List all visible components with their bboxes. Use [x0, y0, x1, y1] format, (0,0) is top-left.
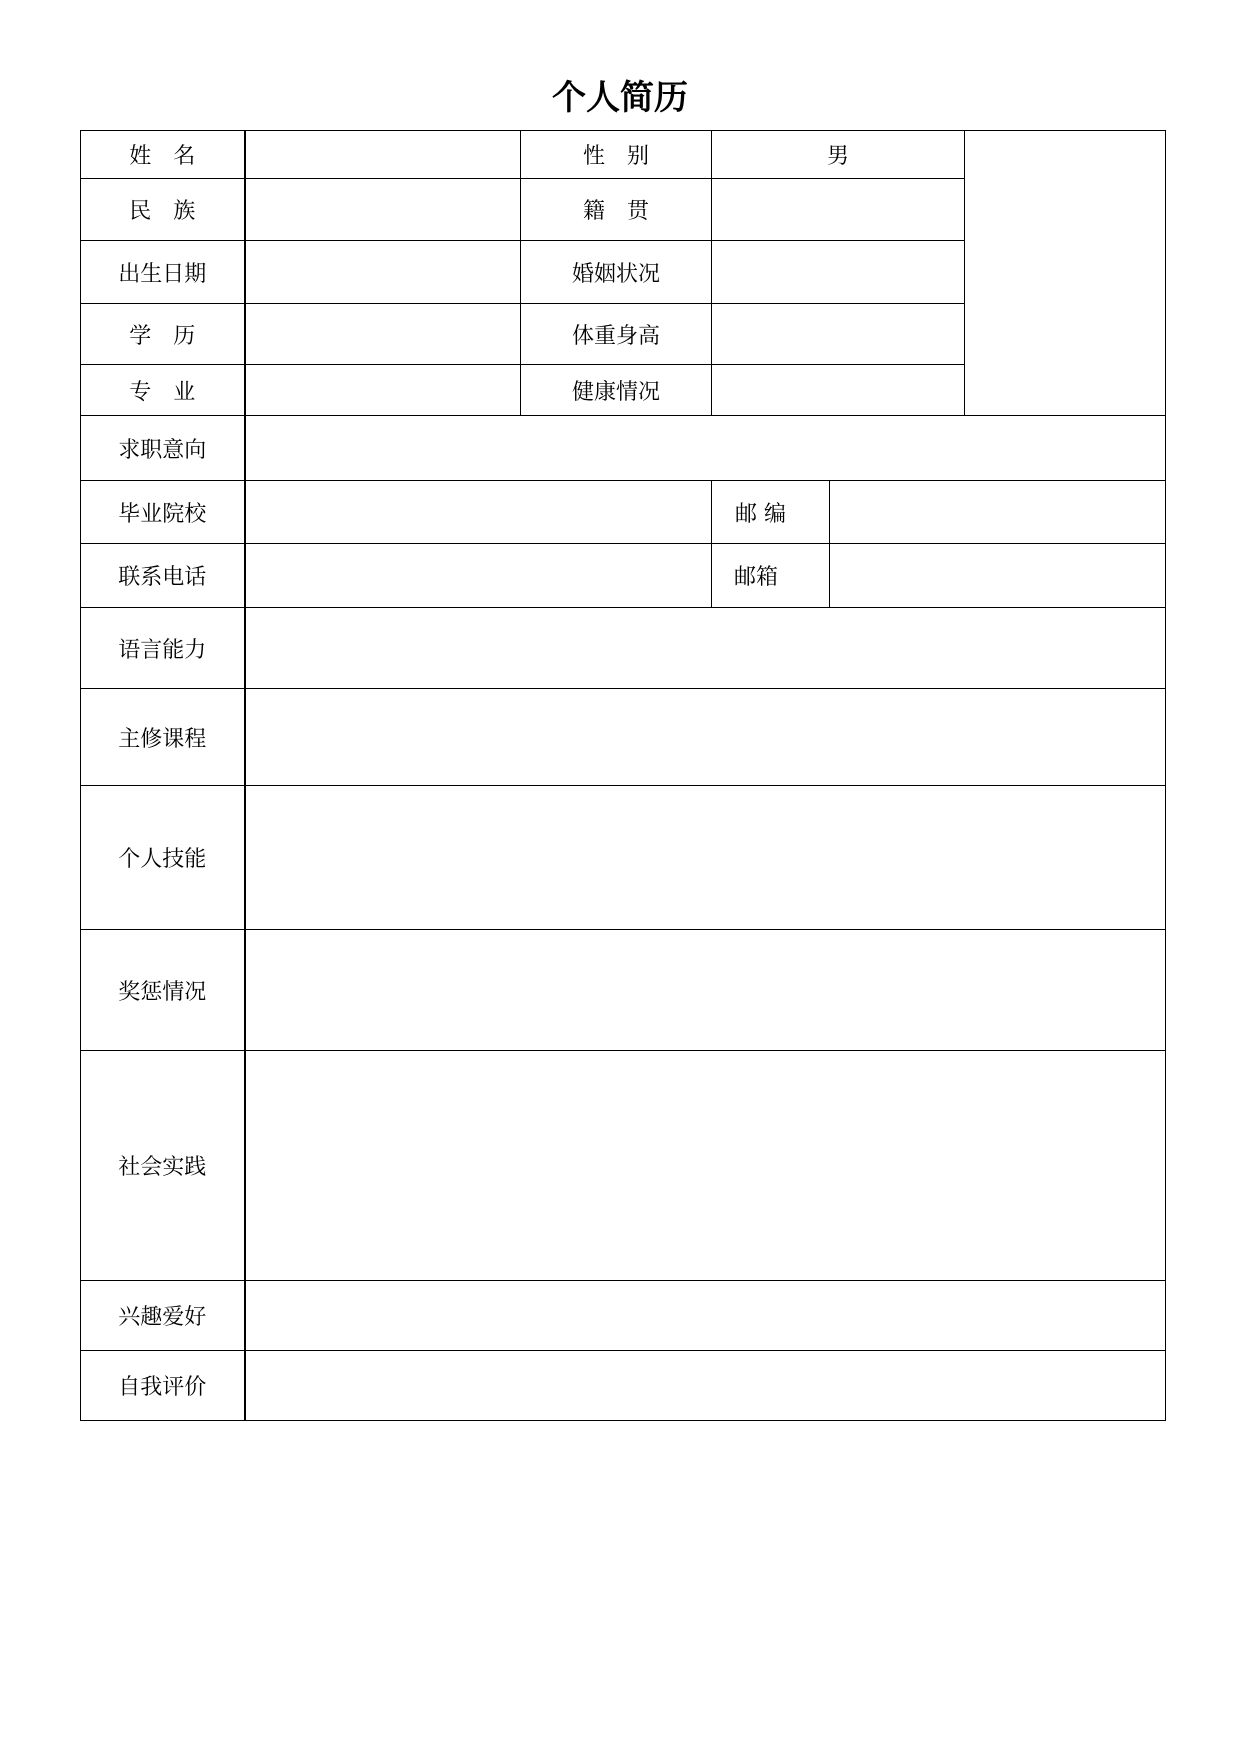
ethnicity-label: 民 族 [81, 179, 245, 241]
row-name [81, 131, 1166, 179]
email-field[interactable] [830, 544, 1166, 608]
birthdate-label: 出生日期 [81, 241, 245, 304]
row-courses [81, 689, 1166, 786]
health-label: 健康情况 [521, 365, 712, 416]
postcode-field[interactable] [830, 481, 1166, 544]
self-eval-label: 自我评价 [81, 1351, 245, 1421]
self-eval-field[interactable] [245, 1351, 1166, 1421]
language-label: 语言能力 [81, 608, 245, 689]
ethnicity-field[interactable] [245, 179, 521, 241]
courses-field[interactable] [245, 689, 1166, 786]
row-skills [81, 786, 1166, 930]
awards-label: 奖惩情况 [81, 930, 245, 1051]
objective-label: 求职意向 [81, 416, 245, 481]
hobbies-label: 兴趣爱好 [81, 1281, 245, 1351]
phone-label: 联系电话 [81, 544, 245, 608]
objective-field[interactable] [245, 416, 1166, 481]
skills-label: 个人技能 [81, 786, 245, 930]
health-field[interactable] [712, 365, 965, 416]
hometown-field[interactable] [712, 179, 965, 241]
major-field[interactable] [245, 365, 521, 416]
education-label: 学 历 [81, 304, 245, 365]
birthdate-field[interactable] [245, 241, 521, 304]
education-field[interactable] [245, 304, 521, 365]
gender-label: 性 别 [521, 131, 712, 179]
row-self-eval [81, 1351, 1166, 1421]
phone-field[interactable] [245, 544, 712, 608]
row-awards [81, 930, 1166, 1051]
height-weight-field[interactable] [712, 304, 965, 365]
hometown-label: 籍 贯 [521, 179, 712, 241]
page-title: 个人简历 [552, 78, 688, 118]
name-label: 姓 名 [81, 131, 245, 179]
courses-label: 主修课程 [81, 689, 245, 786]
marital-field[interactable] [712, 241, 965, 304]
resume-table [80, 130, 1166, 1421]
gender-value[interactable]: 男 [712, 131, 965, 179]
marital-label: 婚姻状况 [521, 241, 712, 304]
school-label: 毕业院校 [81, 481, 245, 544]
practice-field[interactable] [245, 1051, 1166, 1281]
email-label: 邮箱 [712, 544, 830, 608]
row-hobbies [81, 1281, 1166, 1351]
photo-area[interactable] [965, 131, 1166, 416]
language-field[interactable] [245, 608, 1166, 689]
row-objective [81, 416, 1166, 481]
hobbies-field[interactable] [245, 1281, 1166, 1351]
skills-field[interactable] [245, 786, 1166, 930]
height-weight-label: 体重身高 [521, 304, 712, 365]
row-phone [81, 544, 1166, 608]
row-school [81, 481, 1166, 544]
major-label: 专 业 [81, 365, 245, 416]
postcode-label: 邮 编 [712, 481, 830, 544]
name-field[interactable] [245, 131, 521, 179]
practice-label: 社会实践 [81, 1051, 245, 1281]
awards-field[interactable] [245, 930, 1166, 1051]
row-language [81, 608, 1166, 689]
row-practice [81, 1051, 1166, 1281]
school-field[interactable] [245, 481, 712, 544]
